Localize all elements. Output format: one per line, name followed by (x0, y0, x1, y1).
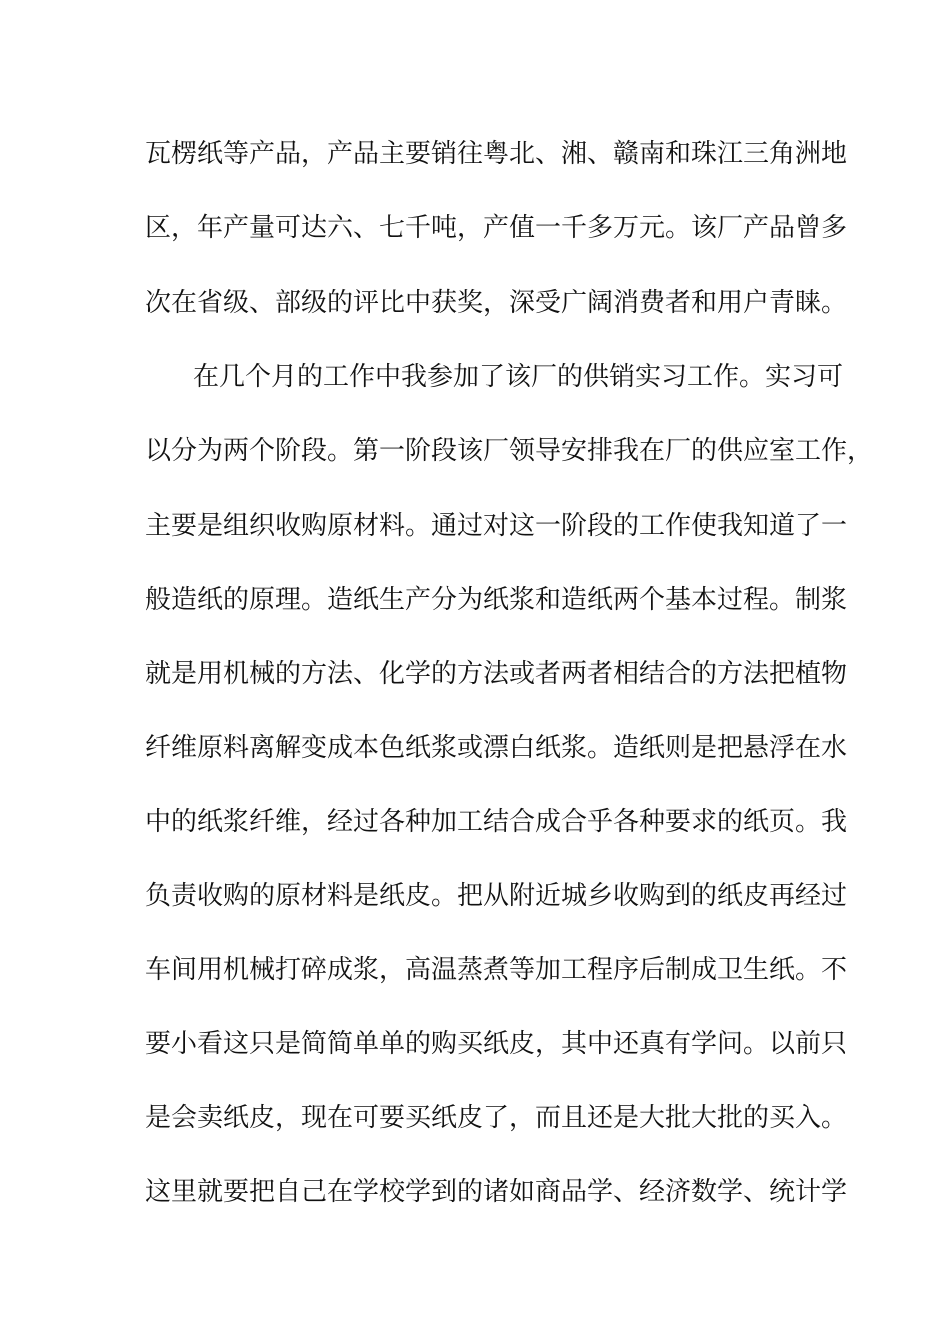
text-line: 以分为两个阶段。第一阶段该厂领导安排我在厂的供应室工作， (145, 436, 874, 466)
text-line: 负责收购的原材料是纸皮。把从附近城乡收购到的纸皮再经过 (145, 881, 848, 911)
text-line: 般造纸的原理。造纸生产分为纸浆和造纸两个基本过程。制浆 (145, 585, 848, 615)
text-line: 纤维原料离解变成本色纸浆或漂白纸浆。造纸则是把悬浮在水 (145, 733, 848, 763)
paragraph-first-line: 在几个月的工作中我参加了该厂的供销实习工作。实习可 (193, 362, 844, 392)
text-line: 区，年产量可达六、七千吨，产值一千多万元。该厂产品曾多 (145, 213, 848, 243)
text-line: 次在省级、部级的评比中获奖，深受广阔消费者和用户青睐。 (145, 288, 848, 318)
text-line: 主要是组织收购原材料。通过对这一阶段的工作使我知道了一 (145, 511, 848, 541)
text-line: 是会卖纸皮，现在可要买纸皮了，而且还是大批大批的买入。 (145, 1103, 848, 1133)
text-line: 这里就要把自己在学校学到的诸如商品学、经济数学、统计学 (145, 1177, 848, 1207)
text-line: 要小看这只是简简单单的购买纸皮，其中还真有学问。以前只 (145, 1029, 848, 1059)
text-line: 车间用机械打碎成浆，高温蒸煮等加工程序后制成卫生纸。不 (145, 955, 848, 985)
text-line: 瓦楞纸等产品，产品主要销往粤北、湘、赣南和珠江三角洲地 (145, 139, 848, 169)
text-line: 就是用机械的方法、化学的方法或者两者相结合的方法把植物 (145, 659, 848, 689)
text-line: 中的纸浆纤维，经过各种加工结合成合乎各种要求的纸页。我 (145, 807, 848, 837)
